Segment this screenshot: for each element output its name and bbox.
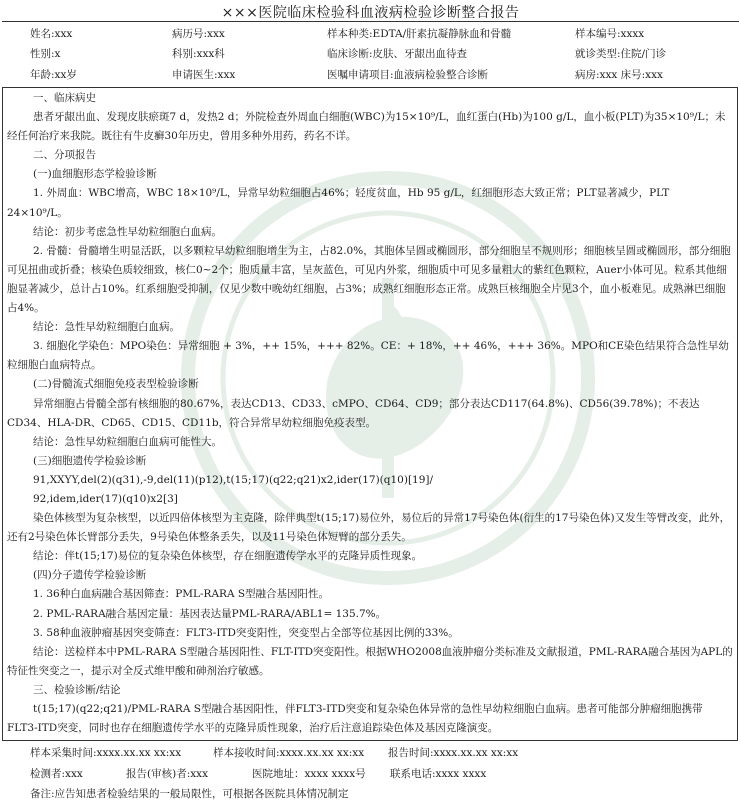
fusion-gene-screening: 1. 36种白血病融合基因筛查：PML-RARA S型融合基因阳性。 [33, 588, 330, 601]
patient-name: 姓名:xxx [30, 28, 73, 40]
requesting-doctor: 申请医生:xxx [172, 69, 236, 81]
flow-cytometry-conclusion: 结论：急性早幼粒细胞白血病可能性大。 [33, 435, 222, 448]
bone-marrow-conclusion: 结论：急性早幼粒细胞白血病。 [33, 321, 180, 334]
contact-phone: 联系电话:xxxx xxxx [390, 768, 487, 780]
department: 科别:xxx科 [172, 48, 225, 60]
section-final-diagnosis-title: 三、检验诊断/结论 [33, 683, 121, 696]
karyotype-line-1: 91,XXYY,del(2)(q31),-9,del(11)(p12),t(15;17)(q22;q21)x2,ider(17)(q10)[19]/ [33, 473, 434, 486]
header-row-2 [30, 44, 735, 62]
peripheral-blood-text: 1. 外周血：WBC增高，WBC 18×10⁹/L，异常早幼粒细胞占46%；轻度贫血，Hb 95 g/L，红细胞形态大致正常；PLT显著减少，PLT 24×10⁹/L。 [7, 187, 670, 219]
reporter-reviewer: 报告(审核)者:xxx [126, 768, 208, 780]
footer-note: 备注:应告知患者检验结果的一般局限性，可根据各医院具体情况制定 [30, 788, 349, 800]
molecular-genetics-title: (四)分子遗传学检验诊断 [33, 569, 147, 582]
tester: 检测者:xxx [30, 768, 83, 780]
sample-type: 样本种类:EDTA/肝素抗凝静脉血和骨髓 [327, 28, 512, 40]
report-body [2, 87, 738, 741]
clinical-diagnosis: 临床诊断:皮肤、牙龈出血待查 [327, 48, 468, 60]
sample-received-time: 样本接收时间:xxxx.xx.xx xx:xx [213, 747, 365, 759]
footer-row-2 [30, 766, 735, 782]
patient-age: 年龄:xx岁 [30, 69, 77, 81]
header-top-rule [2, 21, 739, 22]
morphology-title: (一)血细胞形态学检验诊断 [33, 168, 157, 181]
cytogenetics-title: (三)细胞遗传学检验诊断 [33, 454, 147, 467]
final-diagnosis-text: t(15;17)(q22;q21)/PML-RARA S型融合基因阳性，伴FLT3-ITD突变和复杂染色体异常的急性早幼粒细胞白血病。患者可能部分肿瘤细胞携带FLT3-ITD突变，同时也存在细胞遗传学水平的克隆异质性现象，治疗后注意追踪染色体及基因克隆演变。 [7, 703, 703, 735]
report-content [7, 89, 733, 738]
hospital-address: 医院地址：xxxx xxxx号 [252, 768, 366, 780]
cytogenetics-conclusion: 结论：伴t(15;17)易位的复杂染色体核型，存在细胞遗传学水平的克隆异质性现象。 [33, 550, 423, 563]
footer-row-1 [30, 745, 735, 761]
ward-bed: 病房:xxx 床号:xxx [575, 69, 663, 81]
cytochemistry-text: 3. 细胞化学染色：MPO染色：异常细胞 + 3%，++ 15%，+++ 82%。CE：+ 18%，++ 46%，+++ 36%。MPO和CE染色结果符合急性早幼粒细胞白血病特点。 [7, 340, 729, 372]
patient-sex: 性别:x [30, 48, 61, 60]
bone-marrow-text: 2. 骨髓：骨髓增生明显活跃，以多颗粒早幼粒细胞增生为主，占82.0%，其胞体呈圆或椭圆形，部分细胞呈不规则形；细胞核呈圆或椭圆形，部分细胞可见扭曲或折叠；核染色质较细致，核仁0~2个；胞质量丰富，呈灰蓝色，可见内外浆，细胞质中可见多量粗大的紫红色颗粒，Auer小体可见。粒系其他细胞显著减少，总计占10%。红系细胞受抑制，仅见少数中晚幼红细胞，占3%；成熟红细胞形态正常。成熟巨核细胞全片见3个，血小板难见。成熟淋巴细胞占4%。 [7, 244, 731, 315]
molecular-conclusion: 结论：送检样本中PML-RARA S型融合基因阳性、FLT-ITD突变阳性。根据WHO2008血液肿瘤分类标准及文献报道，PML-RARA融合基因为APL的特征性突变之一，提示对全反式维甲酸和砷剂治疗敏感。 [7, 645, 733, 677]
report-time: 报告时间:xxxx.xx.xx xx:xx [388, 747, 519, 759]
requested-items: 医嘱申请项目:血液病检验整合诊断 [327, 69, 489, 81]
mutation-screening: 3. 58种血液肿瘤基因突变筛查：FLT3-ITD突变阳性，突变型占全部等位基因比例的33%。 [33, 626, 459, 639]
karyotype-line-2: 92,idem,ider(17)(q10)x2[3] [33, 492, 178, 505]
visit-type: 就诊类型:住院/门诊 [575, 48, 667, 60]
report-title: ×××医院临床检验科血液病检验诊断整合报告 [221, 5, 520, 21]
header-row-3 [30, 65, 735, 83]
flow-cytometry-text: 异常细胞占骨髓全部有核细胞的80.67%，表达CD13、CD33、cMPO、CD64、CD9；部分表达CD117(64.8%)、CD56(39.78%)；不表达CD34、HLA-DR、CD65、CD15、CD11b，符合异常早幼粒细胞免疫表型。 [7, 397, 700, 429]
sample-collection-time: 样本采集时间:xxxx.xx.xx xx:xx [30, 747, 182, 759]
cytogenetics-text: 染色体核型为复杂核型，以近四倍体核型为主克隆，除伴典型t(15;17)易位外，易位后的异常17号染色体(衍生的17号染色体)又发生等臂改变，此外，还有2号染色体长臂部分丢失，9号染色体整条丢失，以及11号染色体短臂的部分丢失。 [7, 512, 731, 544]
section-clinical-history-title: 一、临床病史 [33, 92, 96, 104]
peripheral-blood-conclusion: 结论：初步考虑急性早幼粒细胞白血病。 [33, 225, 222, 238]
flow-cytometry-title: (二)骨髓流式细胞免疫表型检验诊断 [33, 378, 199, 391]
header-row-1 [30, 24, 735, 42]
record-number: 病历号:xxx [172, 28, 225, 40]
sample-number: 样本编号:xxxx [575, 28, 645, 40]
clinical-history-text: 患者牙龈出血、发现皮肤瘀斑7 d，发热2 d；外院检查外周血白细胞(WBC)为15×10⁹/L，血红蛋白(Hb)为100 g/L，血小板(PLT)为35×10⁹/L；未经任何治疗来我院。既往有牛皮癣30年历史，曾用多种外用药，药名不详。 [7, 111, 726, 143]
section-itemized-report-title: 二、分项报告 [33, 149, 96, 162]
fusion-gene-quantification: 2. PML-RARA融合基因定量：基因表达量PML-RARA/ABL1= 135.7%。 [33, 607, 387, 620]
